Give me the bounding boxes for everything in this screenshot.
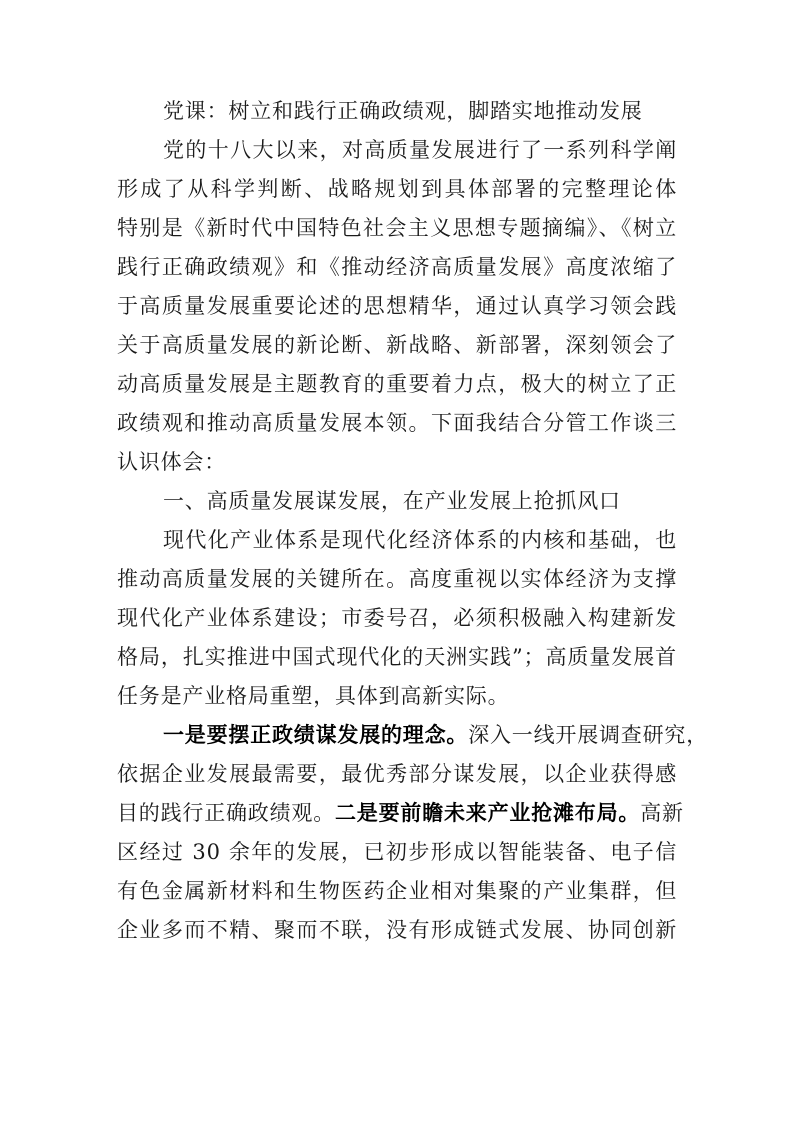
paragraph-line: 格局，扎实推进中国式现代化的天洲实践”；高质量发展首 [117,645,677,669]
paragraph-line: 认识体会： [117,450,226,474]
paragraph-line: 有色金属新材料和生物医药企业相对集聚的产业集群，但 [117,879,677,903]
paragraph-line: 党的十八大以来，对高质量发展进行了一系列科学阐 [163,138,677,162]
text-segment: 目的践行正确政绩观。 [117,801,335,825]
paragraph-line: 依据企业发展最需要，最优秀部分谋发展，以企业获得感 [117,762,677,786]
document-body [117,92,709,950]
paragraph-line: 践行正确政绩观》和《推动经济高质量发展》高度浓缩了 [117,255,677,279]
paragraph-line: 特别是《新时代中国特色社会主义思想专题摘编》、《树立 [117,216,677,240]
bold-point-one: 一是要摆正政绩谋发展的理念。 [163,723,469,747]
text-segment: 深入一线开展调查研究， [468,723,709,747]
text-segment: 高新 [640,801,684,825]
paragraph-line [117,794,684,833]
paragraph-line [117,716,709,755]
paragraph-line: 形成了从科学判断、战略规划到具体部署的完整理论体 [117,177,677,201]
paragraph-line: 区经过 30 余年的发展，已初步形成以智能装备、电子信 [117,840,677,864]
paragraph-line: 现代化产业体系建设；市委号召，必须积极融入构建新发 [117,606,677,630]
paragraph-line: 动高质量发展是主题教育的重要着力点，极大的树立了正 [117,372,677,396]
section-heading: 一、高质量发展谋发展，在产业发展上抢抓风口 [163,489,621,513]
paragraph-line: 任务是产业格局重塑，具体到高新实际。 [117,684,510,708]
paragraph-line: 推动高质量发展的关键所在。高度重视以实体经济为支撑 [117,567,677,591]
paragraph-line: 企业多而不精、聚而不联，没有形成链式发展、协同创新 [117,918,677,942]
document-title: 党课：树立和践行正确政绩观，脚踏实地推动发展 [163,99,643,123]
paragraph-line: 现代化产业体系是现代化经济体系的内核和基础，也 [163,528,677,552]
paragraph-line: 于高质量发展重要论述的思想精华，通过认真学习领会践 [117,294,677,318]
paragraph-line: 关于高质量发展的新论断、新战略、新部署，深刻领会了 [117,333,677,357]
bold-point-two: 二是要前瞻未来产业抢滩布局。 [335,801,641,825]
paragraph-line: 政绩观和推动高质量发展本领。下面我结合分管工作谈三 [117,411,677,435]
